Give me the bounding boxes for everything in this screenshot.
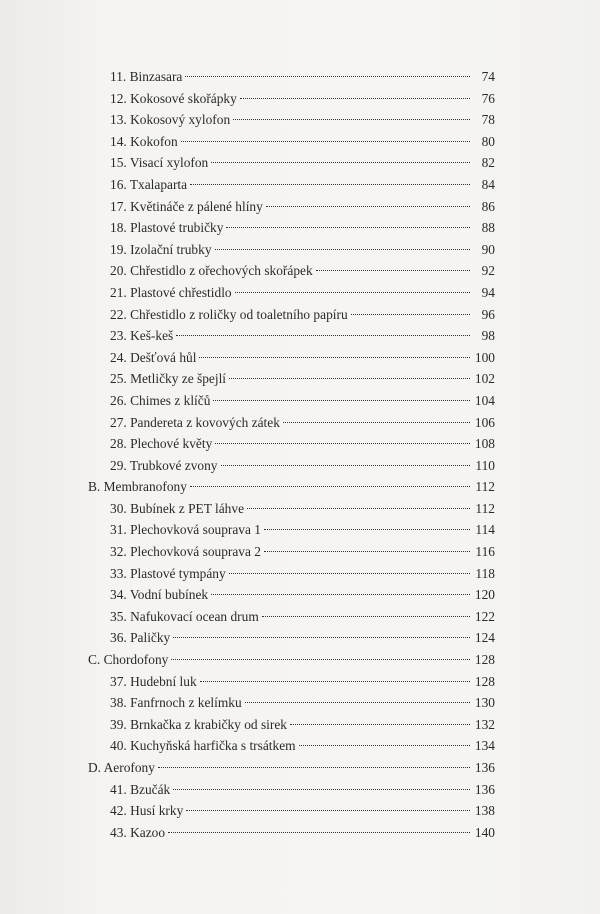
toc-label: 35. Nafukovací ocean drum [110,608,259,624]
dot-leader [190,184,470,185]
toc-entry-row [88,735,495,757]
toc-page-number: 122 [474,608,495,624]
toc-label: 42. Husí krky [110,803,184,819]
toc-page-number: 112 [475,479,495,495]
toc-entry-row [88,282,495,304]
dot-leader [215,249,470,250]
toc-page-number: 106 [474,414,495,430]
toc-label: 12. Kokosové skořápky [110,90,237,106]
toc-label: 34. Vodní bubínek [110,587,209,603]
toc-entry-row [88,563,495,585]
toc-entry-row [88,239,495,261]
toc-entry-row [88,714,495,736]
toc-entry-row [88,325,495,347]
toc-section-row [88,476,495,498]
toc-page-number: 112 [475,500,495,516]
dot-leader [283,422,470,423]
toc-label: 24. Dešťová hůl [110,349,197,365]
toc-label: D. Aerofony [88,760,155,775]
toc-page-number: 84 [481,176,495,192]
toc-page-number: 140 [474,824,495,840]
toc-page-number: 74 [481,69,495,84]
dot-leader [176,335,470,336]
toc-page-number: 136 [474,781,495,797]
toc-label: 41. Bzučák [110,781,171,797]
toc-page-number: 100 [474,349,495,365]
dot-leader [171,659,470,660]
toc-entry-row [88,131,495,153]
dot-leader [351,314,470,315]
dot-leader [264,529,470,530]
toc-page-number: 138 [474,803,495,819]
dot-leader [173,789,470,790]
toc-entry-row [88,498,495,520]
toc-page-number: 132 [474,716,495,732]
toc-entry-row [88,433,495,455]
dot-leader [235,292,470,293]
toc-entry-row [88,66,495,88]
toc-label: 11. Binzasara [110,69,183,84]
toc-page-number: 104 [474,392,495,408]
toc-page-number: 128 [474,652,495,668]
toc-entry-row [88,368,495,390]
dot-leader [186,810,470,811]
toc-label: 23. Keš-keš [110,328,174,344]
dot-leader [240,98,470,99]
dot-leader [215,443,470,444]
toc-entry-row [88,260,495,282]
toc-entry-row [88,412,495,434]
toc-entry-row [88,822,495,844]
dot-leader [290,724,470,725]
toc-page-number: 116 [475,544,495,560]
toc-label: 20. Chřestidlo z ořechových skořápek [110,263,313,279]
dot-leader [185,76,470,77]
toc-page-number: 78 [481,112,495,128]
dot-leader [229,378,470,379]
toc-page-number: 114 [475,522,495,538]
toc-entry-row [88,671,495,693]
toc-page-number: 128 [474,673,495,689]
toc-page-number: 76 [481,90,495,106]
toc-entry-row [88,692,495,714]
dot-leader [264,551,470,552]
toc-entry-row [88,109,495,131]
dot-leader [221,465,470,466]
dot-leader [299,745,470,746]
toc-label: 13. Kokosový xylofon [110,112,231,128]
toc-label: 39. Brnkačka z krabičky od sirek [110,716,287,732]
toc-label: 33. Plastové tympány [110,565,226,581]
dot-leader [229,573,470,574]
toc-page-number: 80 [481,133,495,149]
toc-page-number: 136 [474,760,495,775]
toc-label: 19. Izolační trubky [110,241,212,257]
toc-entry-row [88,304,495,326]
toc-label: C. Chordofony [88,652,169,668]
toc-label: 18. Plastové trubičky [110,220,224,236]
toc-page-number: 120 [474,587,495,603]
dot-leader [247,508,470,509]
toc-label: 31. Plechovková souprava 1 [110,522,261,538]
toc-entry-row [88,800,495,822]
dot-leader [226,227,470,228]
toc-label: 14. Kokofon [110,133,178,149]
toc-page-number: 86 [481,198,495,214]
dot-leader [199,357,470,358]
toc-page-number: 82 [481,155,495,171]
toc-label: 40. Kuchyňská harfička s trsátkem [110,738,296,754]
dot-leader [211,162,470,163]
table-of-contents [88,66,495,843]
toc-page-number: 118 [475,565,495,581]
toc-page-number: 94 [481,284,495,300]
toc-label: 27. Pandereta z kovových zátek [110,414,280,430]
toc-page-number: 124 [474,630,495,646]
dot-leader [266,206,470,207]
dot-leader [190,486,470,487]
toc-page-number: 134 [474,738,495,754]
toc-label: 36. Paličky [110,630,171,646]
toc-label: 37. Hudební luk [110,673,197,689]
dot-leader [213,400,470,401]
toc-entry-row [88,152,495,174]
dot-leader [245,702,470,703]
toc-entry-row [88,779,495,801]
dot-leader [211,594,470,595]
toc-page-number: 108 [474,436,495,452]
dot-leader [173,637,470,638]
toc-entry-row [88,606,495,628]
dot-leader [158,767,470,768]
toc-entry-row [88,455,495,477]
toc-label: 26. Chimes z klíčů [110,392,211,408]
toc-page-number: 90 [481,241,495,257]
dot-leader [168,832,470,833]
toc-page-number: 88 [481,220,495,236]
toc-entry-row [88,88,495,110]
toc-label: 29. Trubkové zvony [110,457,218,473]
toc-label: B. Membranofony [88,479,187,495]
toc-section-row [88,757,495,779]
toc-entry-row [88,347,495,369]
toc-entry-row [88,541,495,563]
toc-entry-row [88,174,495,196]
toc-label: 32. Plechovková souprava 2 [110,544,261,560]
toc-label: 16. Txalaparta [110,176,188,192]
dot-leader [316,270,470,271]
toc-section-row [88,649,495,671]
toc-entry-row [88,390,495,412]
toc-page-number: 110 [475,457,495,473]
toc-entry-row [88,584,495,606]
toc-entry-row [88,217,495,239]
toc-page-number: 102 [474,371,495,387]
dot-leader [233,119,470,120]
toc-page-number: 96 [481,306,495,322]
toc-label: 28. Plechové květy [110,436,213,452]
toc-entry-row [88,196,495,218]
toc-entry-row [88,627,495,649]
toc-label: 38. Fanfrnoch z kelímku [110,695,242,711]
toc-page-number: 130 [474,695,495,711]
toc-label: 25. Metličky ze špejlí [110,371,227,387]
dot-leader [262,616,470,617]
toc-label: 43. Kazoo [110,824,166,840]
toc-label: 21. Plastové chřestidlo [110,284,232,300]
toc-label: 15. Visací xylofon [110,155,209,171]
toc-page-number: 92 [481,263,495,279]
toc-entry-row [88,519,495,541]
toc-page-number: 98 [481,328,495,344]
dot-leader [200,681,470,682]
toc-label: 17. Květináče z pálené hlíny [110,198,263,214]
toc-label: 22. Chřestidlo z roličky od toaletního papíru [110,306,348,322]
dot-leader [181,141,470,142]
toc-label: 30. Bubínek z PET láhve [110,500,245,516]
